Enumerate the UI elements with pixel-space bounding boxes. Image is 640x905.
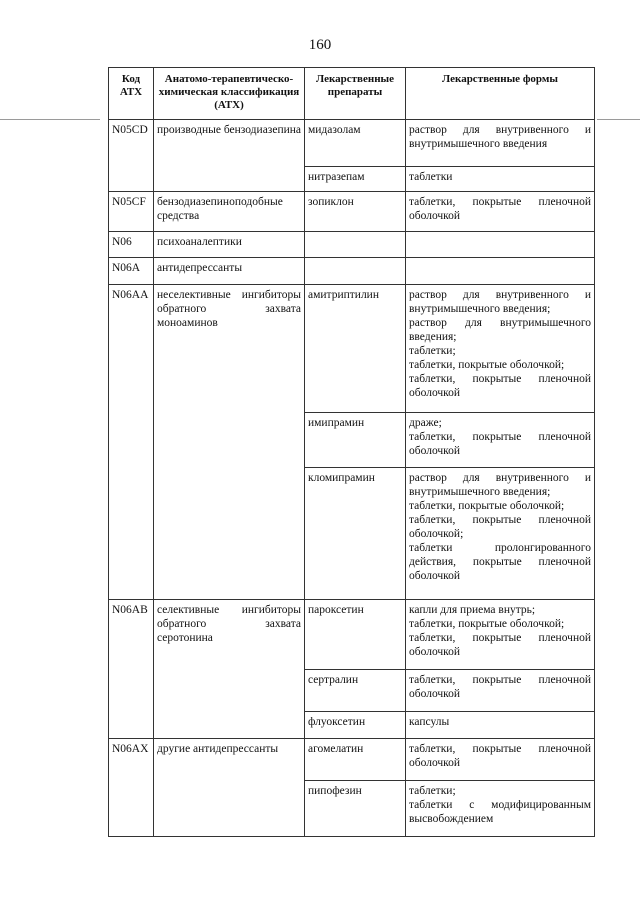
table-row — [109, 167, 595, 192]
table-row — [109, 192, 595, 232]
table-row — [109, 712, 595, 739]
header-forms: Лекарственные формы — [406, 68, 595, 120]
atc-class: антидепрессанты — [154, 258, 305, 285]
table-row — [109, 413, 595, 468]
header-code: Код АТХ — [109, 68, 154, 120]
atc-code: N06AB — [109, 600, 154, 670]
atc-class: бензодиазепиноподобные средства — [154, 192, 305, 232]
atc-class — [154, 413, 305, 468]
table-row — [109, 120, 595, 167]
table-row — [109, 670, 595, 712]
dosage-forms — [406, 258, 595, 285]
drug-name: амитриптилин — [305, 285, 406, 413]
atc-class — [154, 781, 305, 837]
table-row — [109, 258, 595, 285]
dosage-forms: раствор для внутривенного и внутримышечного введения — [406, 120, 595, 167]
atc-class: селективные ингибиторы обратного захвата серотонина — [154, 600, 305, 670]
drug-name: пароксетин — [305, 600, 406, 670]
table-row — [109, 781, 595, 837]
drug-name: мидазолам — [305, 120, 406, 167]
scan-artifact-left — [0, 119, 100, 120]
drug-name: имипрамин — [305, 413, 406, 468]
dosage-forms: таблетки — [406, 167, 595, 192]
atc-class — [154, 468, 305, 600]
atc-code — [109, 167, 154, 192]
drug-name: пипофезин — [305, 781, 406, 837]
atc-code: N06 — [109, 232, 154, 258]
atc-code: N05CD — [109, 120, 154, 167]
drug-name: флуоксетин — [305, 712, 406, 739]
atc-code: N06AA — [109, 285, 154, 413]
dosage-forms: драже; таблетки, покрытые пленочной оболочкой — [406, 413, 595, 468]
header-drugs: Лекарственные препараты — [305, 68, 406, 120]
dosage-forms: таблетки, покрытые пленочной оболочкой — [406, 192, 595, 232]
table-row — [109, 285, 595, 413]
dosage-forms: капли для приема внутрь; таблетки, покрытые оболочкой; таблетки, покрытые пленочной оболочкой — [406, 600, 595, 670]
table-row — [109, 600, 595, 670]
dosage-forms: таблетки, покрытые пленочной оболочкой — [406, 739, 595, 781]
atc-code — [109, 670, 154, 712]
atc-class — [154, 712, 305, 739]
atc-class: психоаналептики — [154, 232, 305, 258]
atc-table — [108, 67, 595, 837]
dosage-forms: таблетки; таблетки с модифицированным высвобождением — [406, 781, 595, 837]
atc-class: производные бензодиазепина — [154, 120, 305, 167]
page-number: 160 — [308, 37, 332, 53]
atc-code: N06AX — [109, 739, 154, 781]
atc-class — [154, 670, 305, 712]
header-atc-class: Анатомо-терапевтическо-химическая классификация (АТХ) — [154, 68, 305, 120]
scan-artifact-right — [597, 119, 640, 120]
atc-class: другие антидепрессанты — [154, 739, 305, 781]
atc-code — [109, 413, 154, 468]
atc-code — [109, 781, 154, 837]
atc-code — [109, 468, 154, 600]
atc-code: N06A — [109, 258, 154, 285]
table-row — [109, 739, 595, 781]
dosage-forms: капсулы — [406, 712, 595, 739]
atc-code: N05CF — [109, 192, 154, 232]
drug-name: зопиклон — [305, 192, 406, 232]
drug-name: кломипрамин — [305, 468, 406, 600]
dosage-forms: таблетки, покрытые пленочной оболочкой — [406, 670, 595, 712]
dosage-forms: раствор для внутривенного и внутримышечного введения; раствор для внутримышечного введения; таблетки; таблетки, покрытые оболочкой; таблетки, покрытые пленочной оболочкой — [406, 285, 595, 413]
dosage-forms — [406, 232, 595, 258]
atc-class — [154, 167, 305, 192]
drug-name: сертралин — [305, 670, 406, 712]
table-row — [109, 232, 595, 258]
dosage-forms: раствор для внутривенного и внутримышечного введения; таблетки, покрытые оболочкой; таблетки, покрытые пленочной оболочкой; таблетки пролонгированного действия, покрытые пленочной оболочкой — [406, 468, 595, 600]
table-row — [109, 468, 595, 600]
drug-name: нитразепам — [305, 167, 406, 192]
atc-class: неселективные ингибиторы обратного захвата моноаминов — [154, 285, 305, 413]
atc-code — [109, 712, 154, 739]
drug-name: агомелатин — [305, 739, 406, 781]
table-header-row — [109, 68, 595, 120]
drug-name — [305, 258, 406, 285]
drug-name — [305, 232, 406, 258]
